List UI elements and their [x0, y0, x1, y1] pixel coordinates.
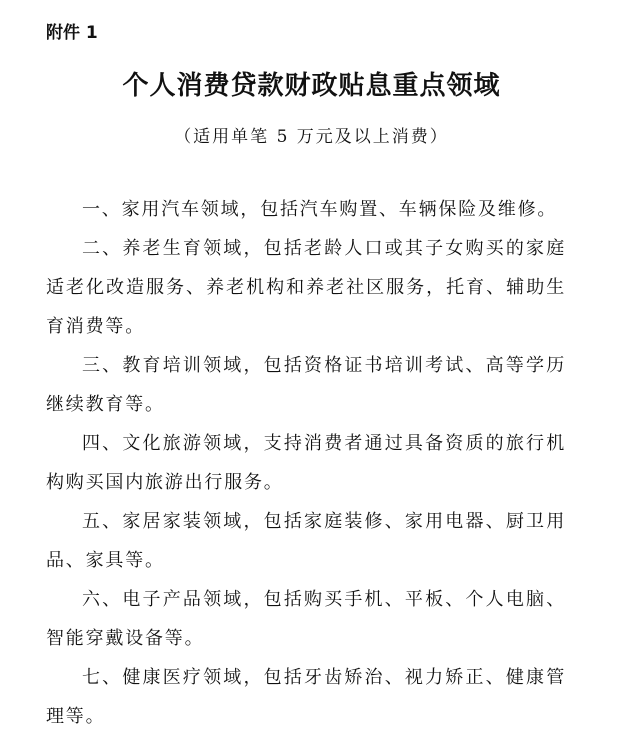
document-subtitle: （适用单笔 5 万元及以上消费）: [174, 127, 449, 147]
document-title: 个人消费贷款财政贴息重点领域: [122, 71, 501, 101]
document-body: [46, 190, 566, 736]
list-item-elderly-childcare: 二、养老生育领域，包括老龄人口或其子女购买的家庭适老化改造服务、养老机构和养老社区服务，托育、辅助生育消费等。: [46, 238, 566, 337]
attachment-label: 附件 1: [46, 23, 98, 43]
list-item-home-furnishing: 五、家居家装领域，包括家庭装修、家用电器、厨卫用品、家具等。: [46, 511, 566, 571]
list-item-household-cars: 一、家用汽车领域，包括汽车购置、车辆保险及维修。: [82, 199, 558, 220]
list-item-health-medical: 七、健康医疗领域，包括牙齿矫治、视力矫正、健康管理等。: [46, 667, 566, 727]
list-item-culture-tourism: 四、文化旅游领域，支持消费者通过具备资质的旅行机构购买国内旅游出行服务。: [46, 433, 566, 493]
list-item-education-training: 三、教育培训领域，包括资格证书培训考试、高等学历继续教育等。: [46, 355, 566, 415]
list-item-electronics: 六、电子产品领域，包括购买手机、平板、个人电脑、智能穿戴设备等。: [46, 589, 566, 649]
